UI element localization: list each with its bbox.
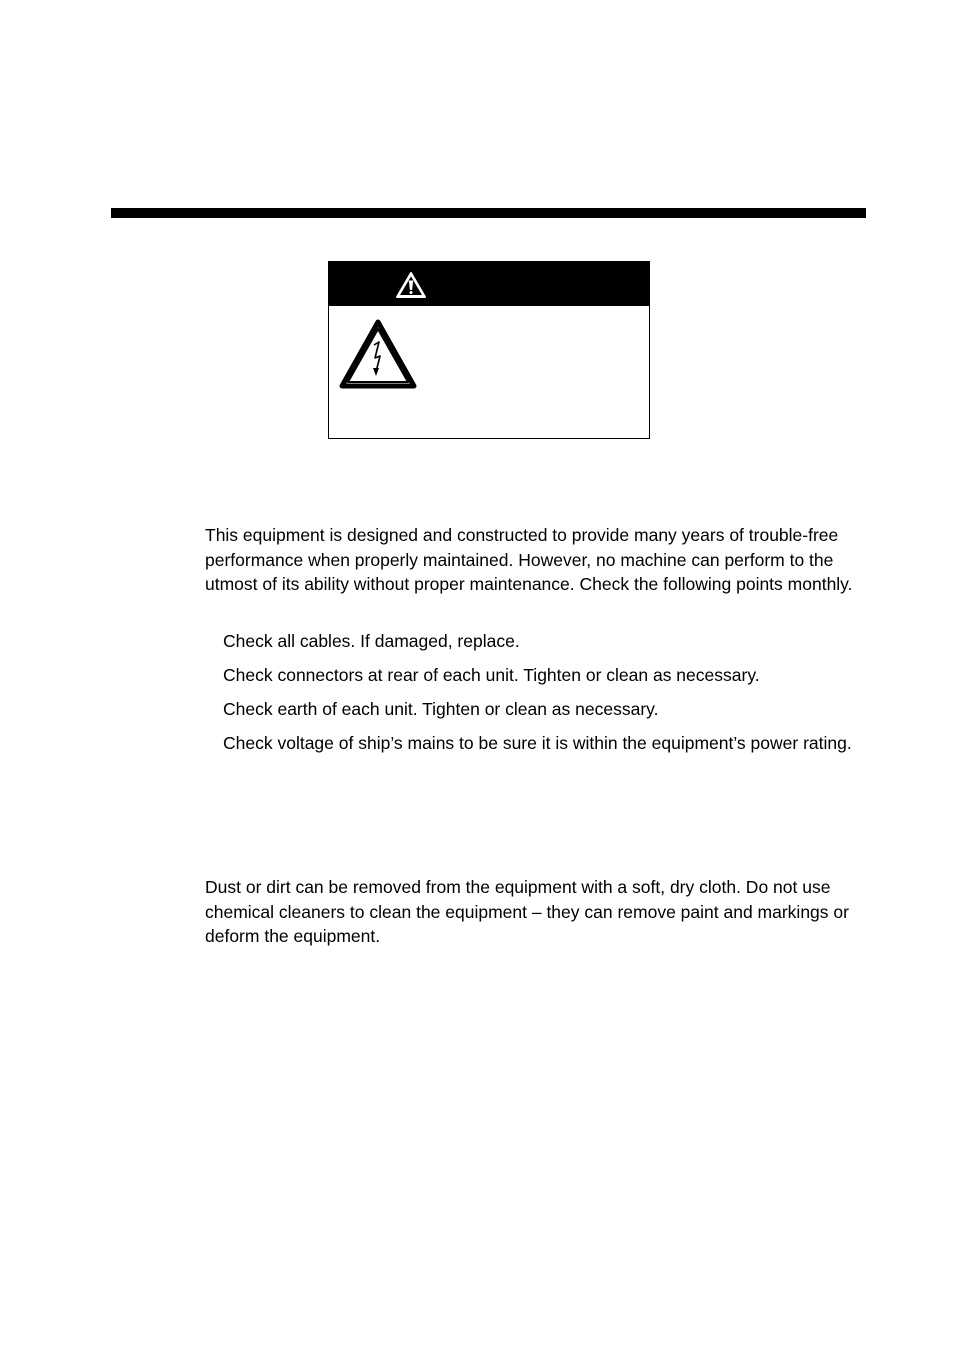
maintenance-checklist	[223, 629, 863, 765]
list-item: Check voltage of ship’s mains to be sure it is within the equipment’s power rating.	[223, 733, 852, 753]
electric-shock-icon	[339, 318, 417, 390]
section-rule	[111, 208, 866, 218]
list-item: Check earth of each unit. Tighten or clean as necessary.	[223, 699, 659, 719]
list-item: Check all cables. If damaged, replace.	[223, 631, 520, 651]
warning-header	[329, 262, 649, 306]
warning-box	[328, 261, 650, 439]
list-item: Check connectors at rear of each unit. Tighten or clean as necessary.	[223, 665, 760, 685]
maintenance-intro: This equipment is designed and constructed to provide many years of trouble-free performance when properly maintained. However, no machine can perform to the utmost of its ability without proper maintenance. Check the following points monthly.	[205, 525, 853, 594]
warning-triangle-icon	[395, 271, 427, 299]
cleaning-text: Dust or dirt can be removed from the equipment with a soft, dry cloth. Do not use chemical cleaners to clean the equipment – they can remove paint and markings or deform the equipment.	[205, 877, 849, 946]
